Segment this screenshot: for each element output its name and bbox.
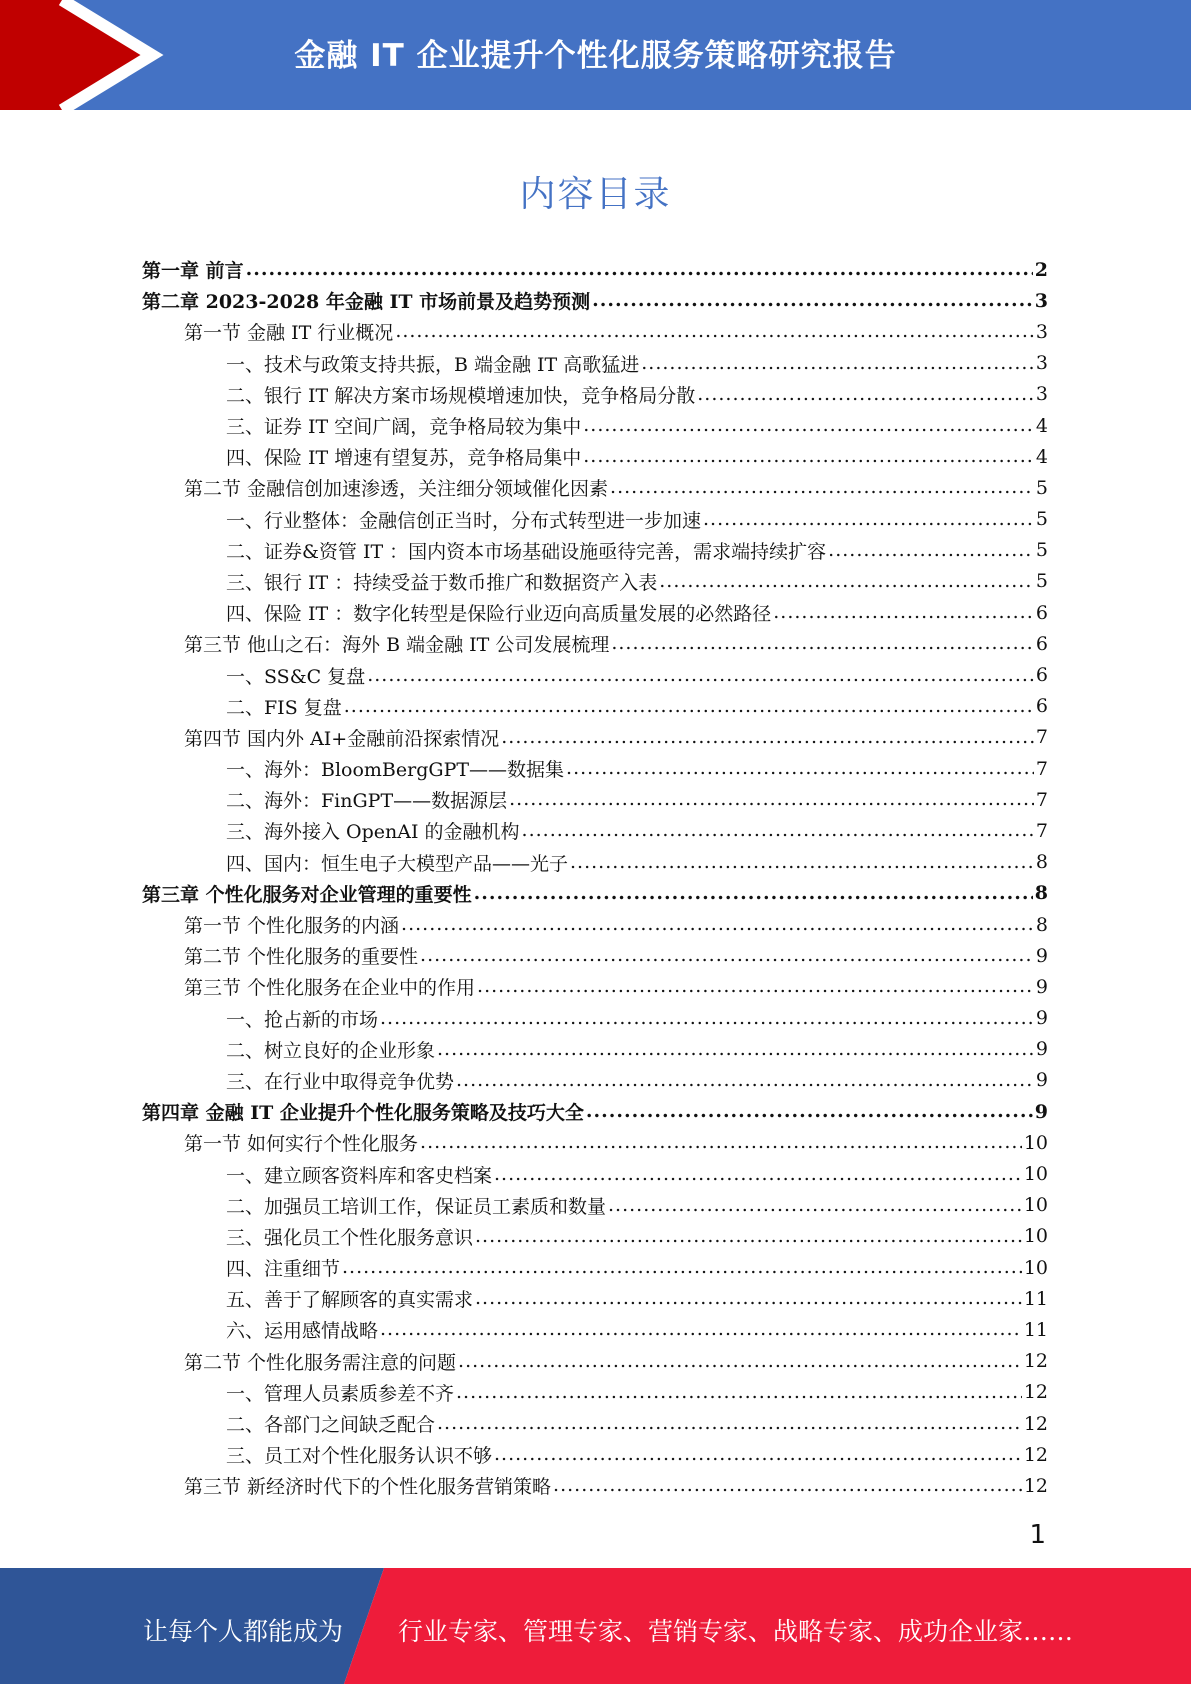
toc-leader-dots	[608, 1196, 1022, 1215]
toc-entry-page: 10	[1023, 1194, 1048, 1217]
toc-entry-page: 12	[1023, 1474, 1048, 1497]
toc-leader-dots	[570, 853, 1034, 872]
page-footer	[0, 1568, 1191, 1684]
toc-leader-dots	[773, 603, 1034, 622]
toc-entry-label: 一、海外：BloomBergGPT——数据集	[226, 759, 565, 782]
toc-leader-dots	[456, 1071, 1034, 1090]
toc-entry-label: 三、证券 IT 空间广阔，竞争格局较为集中	[226, 416, 582, 439]
toc-entry[interactable]	[142, 815, 1048, 846]
toc-entry-label: 第二章 2023-2028 年金融 IT 市场前景及趋势预测	[142, 291, 591, 314]
toc-entry[interactable]	[142, 472, 1048, 503]
toc-entry-label: 三、海外接入 OpenAI 的金融机构	[226, 821, 520, 844]
toc-entry-label: 二、证券&资管 IT ：国内资本市场基础设施亟待完善，需求端持续扩容	[226, 540, 827, 563]
toc-entry-label: 五、善于了解顾客的真实需求	[226, 1289, 474, 1312]
toc-entry[interactable]	[142, 504, 1048, 535]
toc-leader-dots	[522, 821, 1034, 840]
toc-leader-dots	[703, 510, 1034, 529]
toc-entry-page: 10	[1023, 1163, 1048, 1186]
toc-leader-dots	[611, 634, 1034, 653]
toc-entry-page: 11	[1023, 1318, 1048, 1341]
toc-entry[interactable]	[142, 254, 1048, 285]
toc-entry-page: 9	[1035, 1007, 1048, 1030]
toc-entry[interactable]	[142, 971, 1048, 1002]
toc-entry-page: 9	[1035, 1038, 1048, 1061]
toc-entry-label: 六、运用感情战略	[226, 1320, 379, 1343]
toc-entry-label: 一、行业整体：金融信创正当时，分布式转型进一步加速	[226, 509, 702, 532]
toc-leader-dots	[583, 447, 1034, 466]
toc-entry[interactable]	[142, 753, 1048, 784]
toc-entry-label: 三、银行 IT ：持续受益于数币推广和数据资产入表	[226, 571, 658, 594]
toc-entry-label: 四、国内：恒生电子大模型产品——光子	[226, 852, 569, 875]
toc-entry-page: 6	[1035, 695, 1048, 718]
toc-entry[interactable]	[142, 348, 1048, 379]
toc-leader-dots	[566, 759, 1034, 778]
toc-entry[interactable]	[142, 1252, 1048, 1283]
toc-entry-page: 9	[1035, 1069, 1048, 1092]
toc-entry-label: 二、海外：FinGPT——数据源层	[226, 790, 508, 813]
toc-entry-label: 二、加强员工培训工作，保证员工素质和数量	[226, 1195, 607, 1218]
toc-leader-dots	[395, 322, 1034, 341]
toc-entry-label: 第一节 个性化服务的内涵	[184, 915, 400, 938]
toc-entry-page: 7	[1035, 788, 1048, 811]
toc-leader-dots	[380, 1320, 1022, 1339]
toc-entry[interactable]	[142, 1190, 1048, 1221]
toc-entry-page: 12	[1023, 1350, 1048, 1373]
toc-entry[interactable]	[142, 909, 1048, 940]
toc-entry[interactable]	[142, 285, 1048, 316]
toc-entry[interactable]	[142, 1065, 1048, 1096]
toc-entry-page: 12	[1023, 1381, 1048, 1404]
toc-entry-label: 第三节 新经济时代下的个性化服务营销策略	[184, 1476, 552, 1499]
toc-entry[interactable]	[142, 1221, 1048, 1252]
toc-leader-dots	[475, 1227, 1022, 1246]
toc-leader-dots	[697, 385, 1034, 404]
toc-entry-page: 4	[1035, 445, 1048, 468]
toc-entry-page: 6	[1035, 601, 1048, 624]
toc-leader-dots	[401, 915, 1034, 934]
toc-leader-dots	[477, 977, 1034, 996]
toc-leader-dots	[592, 291, 1033, 310]
toc-entry[interactable]	[142, 1034, 1048, 1065]
toc-entry-page: 5	[1035, 508, 1048, 531]
toc-entry-label: 第二节 个性化服务需注意的问题	[184, 1351, 457, 1374]
toc-entry-page: 5	[1035, 539, 1048, 562]
toc-entry-label: 第三节 他山之石：海外 B 端金融 IT 公司发展梳理	[184, 634, 610, 657]
toc-entry-label: 第四章 金融 IT 企业提升个性化服务策略及技巧大全	[142, 1102, 584, 1125]
toc-entry[interactable]	[142, 1003, 1048, 1034]
toc-leader-dots	[475, 1289, 1022, 1308]
toc-entry-label: 二、FIS 复盘	[226, 696, 342, 719]
toc-entry[interactable]	[142, 535, 1048, 566]
toc-entry-label: 四、注重细节	[226, 1258, 341, 1281]
toc-entry[interactable]	[142, 784, 1048, 815]
toc-entry-page: 11	[1023, 1287, 1048, 1310]
toc-entry[interactable]	[142, 597, 1048, 628]
toc-entry-label: 三、在行业中取得竞争优势	[226, 1070, 455, 1093]
header-title: 金融 IT 企业提升个性化服务策略研究报告	[294, 38, 897, 74]
toc-entry-label: 二、各部门之间缺乏配合	[226, 1414, 436, 1437]
toc-leader-dots	[586, 1102, 1033, 1121]
toc-entry-label: 一、SS&C 复盘	[226, 665, 366, 688]
toc-entry-page: 9	[1034, 1100, 1048, 1123]
toc-entry[interactable]	[142, 1158, 1048, 1189]
footer-slogan-left: 让每个人都能成为	[143, 1617, 344, 1646]
toc-entry-label: 三、强化员工个性化服务意识	[226, 1226, 474, 1249]
toc-entry-page: 5	[1035, 476, 1048, 499]
toc-entry-page: 3	[1035, 320, 1048, 343]
toc-entry[interactable]	[142, 1470, 1048, 1501]
toc-entry-page: 9	[1035, 975, 1048, 998]
toc-entry-page: 3	[1035, 383, 1048, 406]
page-number: 1	[1029, 1520, 1046, 1550]
toc-entry-label: 第一节 金融 IT 行业概况	[184, 322, 394, 345]
toc-leader-dots	[494, 1165, 1022, 1184]
toc-entry-label: 一、抢占新的市场	[226, 1008, 379, 1031]
toc-entry-page: 10	[1023, 1256, 1048, 1279]
toc-leader-dots	[367, 666, 1034, 685]
toc-entry[interactable]	[142, 691, 1048, 722]
toc-entry-page: 12	[1023, 1443, 1048, 1466]
toc-entry-page: 7	[1035, 819, 1048, 842]
toc-entry-page: 12	[1023, 1412, 1048, 1435]
toc-leader-dots	[342, 1258, 1022, 1277]
toc-leader-dots	[437, 1414, 1022, 1433]
toc-entry[interactable]	[142, 940, 1048, 971]
toc-entry-label: 四、保险 IT ：数字化转型是保险行业迈向高质量发展的必然路径	[226, 603, 772, 626]
toc-entry[interactable]	[142, 722, 1048, 753]
toc-entry-label: 第三章 个性化服务对企业管理的重要性	[142, 883, 472, 906]
toc-entry-page: 3	[1035, 352, 1048, 375]
toc-entry[interactable]	[142, 379, 1048, 410]
toc-leader-dots	[494, 1445, 1022, 1464]
toc-entry[interactable]	[142, 628, 1048, 659]
toc-entry[interactable]	[142, 1127, 1048, 1158]
toc-entry[interactable]	[142, 441, 1048, 472]
toc-leader-dots	[583, 416, 1034, 435]
toc-entry[interactable]	[142, 659, 1048, 690]
toc-entry-label: 第四节 国内外 AI+金融前沿探索情况	[184, 727, 500, 750]
toc-entry-label: 一、技术与政策支持共振，B 端金融 IT 高歌猛进	[226, 353, 640, 376]
toc-leader-dots	[659, 572, 1034, 591]
toc-entry[interactable]	[142, 1314, 1048, 1345]
toc-entry-label: 三、员工对个性化服务认识不够	[226, 1445, 493, 1468]
toc-entry-page: 6	[1035, 664, 1048, 687]
toc-entry-label: 第二节 个性化服务的重要性	[184, 946, 419, 969]
toc-entry[interactable]	[142, 1439, 1048, 1470]
toc-leader-dots	[641, 354, 1034, 373]
toc-leader-dots	[509, 790, 1034, 809]
toc-entry-page: 7	[1035, 726, 1048, 749]
table-of-contents	[142, 254, 1048, 1502]
toc-entry[interactable]	[142, 316, 1048, 347]
toc-entry-label: 第一章 前言	[142, 260, 244, 283]
toc-leader-dots	[420, 1133, 1022, 1152]
toc-entry[interactable]	[142, 1377, 1048, 1408]
toc-leader-dots	[828, 541, 1034, 560]
toc-entry[interactable]	[142, 878, 1048, 909]
toc-entry[interactable]	[142, 1408, 1048, 1439]
toc-entry[interactable]	[142, 566, 1048, 597]
toc-entry[interactable]	[142, 1283, 1048, 1314]
toc-entry[interactable]	[142, 1346, 1048, 1377]
toc-entry[interactable]	[142, 410, 1048, 441]
toc-entry[interactable]	[142, 847, 1048, 878]
toc-entry-page: 4	[1035, 414, 1048, 437]
toc-entry-page: 8	[1035, 851, 1048, 874]
toc-entry[interactable]	[142, 1096, 1048, 1127]
toc-entry-label: 第一节 如何实行个性化服务	[184, 1133, 419, 1156]
toc-entry-page: 7	[1035, 757, 1048, 780]
toc-entry-label: 第二节 金融信创加速渗透，关注细分领域催化因素	[184, 478, 609, 501]
toc-leader-dots	[246, 260, 1033, 279]
toc-entry-label: 第三节 个性化服务在企业中的作用	[184, 977, 476, 1000]
footer-slogan-right: 行业专家、管理专家、营销专家、战略专家、成功企业家……	[398, 1617, 1074, 1646]
toc-leader-dots	[553, 1476, 1022, 1495]
toc-entry-page: 2	[1034, 258, 1048, 281]
toc-title: 内容目录	[519, 174, 672, 215]
toc-entry-label: 一、管理人员素质参差不齐	[226, 1382, 455, 1405]
toc-entry-label: 一、建立顾客资料库和客史档案	[226, 1164, 493, 1187]
toc-leader-dots	[501, 728, 1034, 747]
toc-entry-label: 二、银行 IT 解决方案市场规模增速加快，竞争格局分散	[226, 384, 696, 407]
toc-leader-dots	[380, 1009, 1034, 1028]
page-header	[0, 0, 1191, 110]
toc-entry-page: 3	[1034, 289, 1048, 312]
toc-entry-page: 6	[1035, 632, 1048, 655]
toc-entry-page: 5	[1035, 570, 1048, 593]
toc-leader-dots	[474, 884, 1033, 903]
toc-entry-page: 9	[1035, 944, 1048, 967]
toc-entry-page: 10	[1023, 1225, 1048, 1248]
toc-entry-page: 10	[1023, 1131, 1048, 1154]
toc-entry-page: 8	[1034, 882, 1048, 905]
toc-leader-dots	[456, 1383, 1022, 1402]
toc-entry-label: 二、树立良好的企业形象	[226, 1039, 436, 1062]
toc-leader-dots	[344, 697, 1034, 716]
toc-entry-label: 四、保险 IT 增速有望复苏，竞争格局集中	[226, 447, 582, 470]
toc-leader-dots	[458, 1352, 1022, 1371]
toc-leader-dots	[437, 1040, 1034, 1059]
toc-leader-dots	[420, 946, 1034, 965]
toc-entry-page: 8	[1035, 913, 1048, 936]
toc-leader-dots	[610, 478, 1034, 497]
